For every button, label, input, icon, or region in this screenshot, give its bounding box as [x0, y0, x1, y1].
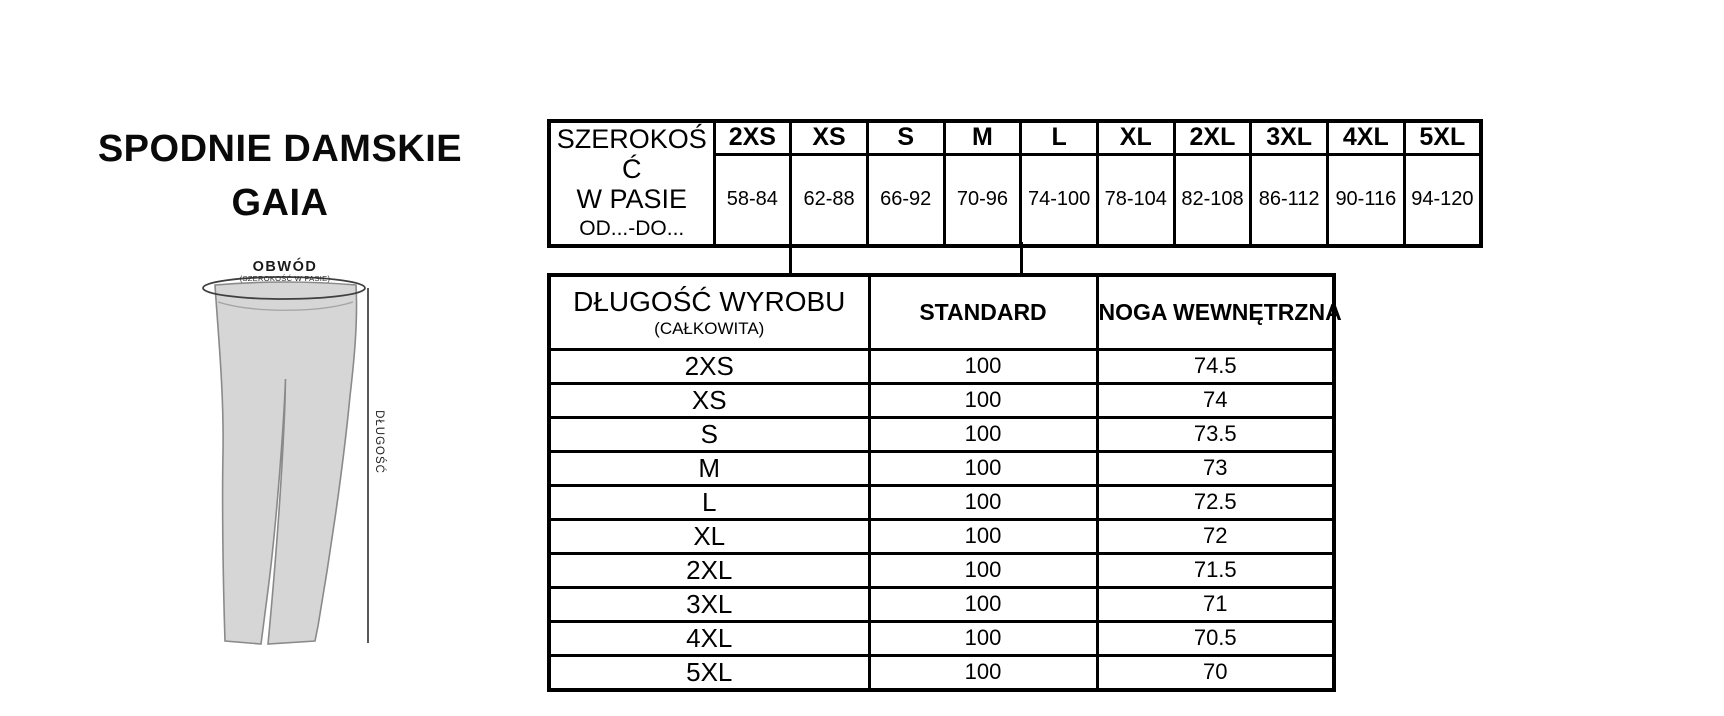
length-inner-leg-cell: 70.5	[1097, 621, 1334, 655]
length-inner-leg-cell: 73.5	[1097, 417, 1334, 451]
product-length-label: DŁUGOŚĆ WYROBU	[573, 285, 846, 317]
length-table-col1-header	[549, 275, 869, 349]
length-table-row	[549, 519, 1334, 553]
waist-sublabel: (SZEROKOŚĆ W PASIE)	[239, 274, 331, 283]
width-table-size-row-tr	[549, 121, 1481, 154]
width-size-header: 2XL	[1174, 121, 1251, 154]
length-table-row	[549, 349, 1334, 383]
length-label: DŁUGOŚĆ	[373, 410, 385, 474]
length-standard-cell: 100	[869, 621, 1097, 655]
waist-label: OBWÓD	[252, 259, 318, 275]
pants-figure	[178, 240, 398, 655]
width-size-header: XS	[791, 121, 868, 154]
length-table-row	[549, 655, 1334, 690]
width-size-header: L	[1021, 121, 1098, 154]
width-label-line: W PASIE	[576, 184, 688, 214]
width-size-header: 4XL	[1328, 121, 1405, 154]
page-title	[40, 122, 520, 230]
length-size-cell: XL	[549, 519, 869, 553]
width-size-header: 5XL	[1404, 121, 1481, 154]
page-title-line1: SPODNIE DAMSKIE	[97, 128, 463, 170]
width-size-header: M	[944, 121, 1021, 154]
length-inner-leg-cell: 72.5	[1097, 485, 1334, 519]
product-length-table	[547, 273, 1342, 692]
length-table-row	[549, 451, 1334, 485]
length-inner-leg-cell: 71	[1097, 587, 1334, 621]
length-standard-cell: 100	[869, 655, 1097, 690]
width-range-cell: 86-112	[1251, 154, 1328, 246]
width-table-label-cell	[549, 121, 714, 246]
width-size-header: XL	[1097, 121, 1174, 154]
length-size-cell: 2XS	[549, 349, 869, 383]
width-size-header: S	[867, 121, 944, 154]
page-title-line2: GAIA	[231, 182, 329, 224]
length-table-row	[549, 417, 1334, 451]
width-label-line: OD...-DO...	[579, 217, 685, 240]
waist-width-table	[547, 119, 1483, 248]
width-size-header: 3XL	[1251, 121, 1328, 154]
length-standard-cell: 100	[869, 383, 1097, 417]
length-size-cell: S	[549, 417, 869, 451]
length-table-row	[549, 383, 1334, 417]
length-inner-leg-cell: 70	[1097, 655, 1334, 690]
width-range-cell: 82-108	[1174, 154, 1251, 246]
width-range-cell: 62-88	[791, 154, 868, 246]
width-range-cell: 94-120	[1404, 154, 1481, 246]
standard-column-header: STANDARD	[869, 275, 1097, 349]
length-table-body	[549, 349, 1334, 690]
width-range-cell: 66-92	[867, 154, 944, 246]
width-range-cell: 58-84	[714, 154, 791, 246]
inner-leg-column-header: NOGA WEWNĘTRZNA	[1097, 275, 1334, 349]
length-size-cell: M	[549, 451, 869, 485]
length-inner-leg-cell: 74	[1097, 383, 1334, 417]
length-size-cell: XS	[549, 383, 869, 417]
length-inner-leg-cell: 74.5	[1097, 349, 1334, 383]
table-connector-line	[789, 242, 792, 274]
width-size-header: 2XS	[714, 121, 791, 154]
width-label-line: Ć	[622, 154, 642, 184]
length-standard-cell: 100	[869, 349, 1097, 383]
width-label-line: SZEROKOŚ	[556, 124, 707, 154]
length-standard-cell: 100	[869, 519, 1097, 553]
length-standard-cell: 100	[869, 587, 1097, 621]
length-size-cell: 5XL	[549, 655, 869, 690]
width-range-cell: 74-100	[1021, 154, 1098, 246]
width-range-cell: 70-96	[944, 154, 1021, 246]
length-size-cell: L	[549, 485, 869, 519]
length-table-row	[549, 587, 1334, 621]
table-connector-line	[1020, 242, 1023, 274]
length-standard-cell: 100	[869, 553, 1097, 587]
length-size-cell: 3XL	[549, 587, 869, 621]
length-standard-cell: 100	[869, 451, 1097, 485]
length-table-row	[549, 485, 1334, 519]
length-inner-leg-cell: 73	[1097, 451, 1334, 485]
length-standard-cell: 100	[869, 417, 1097, 451]
pants-silhouette	[215, 282, 357, 644]
length-size-cell: 4XL	[549, 621, 869, 655]
length-standard-cell: 100	[869, 485, 1097, 519]
length-inner-leg-cell: 71.5	[1097, 553, 1334, 587]
width-range-cell: 90-116	[1328, 154, 1405, 246]
length-table-header-row	[549, 275, 1334, 349]
length-table-row	[549, 553, 1334, 587]
length-size-cell: 2XL	[549, 553, 869, 587]
length-table-row	[549, 621, 1334, 655]
product-length-sublabel: (CAŁKOWITA)	[654, 318, 765, 338]
width-range-cell: 78-104	[1097, 154, 1174, 246]
length-inner-leg-cell: 72	[1097, 519, 1334, 553]
